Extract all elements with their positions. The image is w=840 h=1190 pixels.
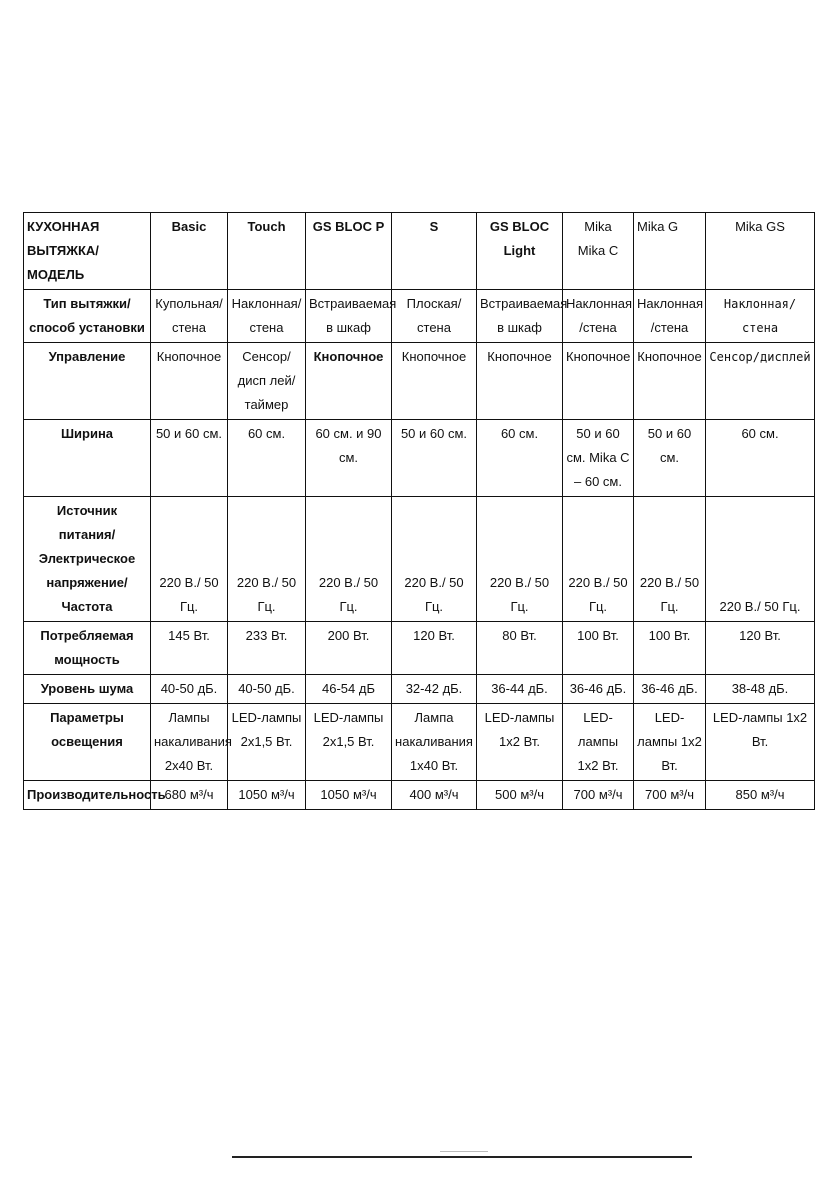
table-cell: 60 см. [706, 420, 815, 497]
table-row [24, 781, 815, 810]
table-cell: 32-42 дБ. [392, 675, 477, 704]
table-cell: Лампа накаливания 1х40 Вт. [392, 704, 477, 781]
header-cell: Basic [151, 213, 228, 290]
table-row [24, 675, 815, 704]
footer-divider [232, 1156, 692, 1158]
table-cell: 36-46 дБ. [563, 675, 634, 704]
table-cell: Кнопочное [151, 343, 228, 420]
table-cell: 38-48 дБ. [706, 675, 815, 704]
table-cell: 60 см. [228, 420, 306, 497]
header-cell: КУХОННАЯ ВЫТЯЖКА/МОДЕЛЬ [24, 213, 151, 290]
table-cell: Кнопочное [392, 343, 477, 420]
table-cell: Сенсор/дисплей [706, 343, 815, 420]
table-cell: 220 В./ 50 Гц. [151, 497, 228, 622]
header-cell: Mika Mika C [563, 213, 634, 290]
row-label: Источник питания/ Электрическое напряжение/ Частота [24, 497, 151, 622]
table-cell: 50 и 60 см. [634, 420, 706, 497]
row-label: Потребляемая мощность [24, 622, 151, 675]
table-cell: 700 м³/ч [563, 781, 634, 810]
header-cell: Mika G [634, 213, 706, 290]
table-cell: 220 В./ 50 Гц. [706, 497, 815, 622]
header-cell: GS BLOC Light [477, 213, 563, 290]
table-cell: Сенсор/дисп лей/ таймер [228, 343, 306, 420]
row-label: Тип вытяжки/способ установки [24, 290, 151, 343]
table-cell: Наклонная/стена [706, 290, 815, 343]
row-label: Ширина [24, 420, 151, 497]
table-cell: 120 Вт. [706, 622, 815, 675]
header-cell: GS BLOC P [306, 213, 392, 290]
table-cell: Встраиваемая в шкаф [477, 290, 563, 343]
table-cell: 36-44 дБ. [477, 675, 563, 704]
table-cell: 500 м³/ч [477, 781, 563, 810]
footer-divider-light [440, 1151, 488, 1152]
table-cell: 120 Вт. [392, 622, 477, 675]
table-cell: 400 м³/ч [392, 781, 477, 810]
header-row [24, 213, 815, 290]
row-label: Управление [24, 343, 151, 420]
table-cell: 220 В./ 50 Гц. [306, 497, 392, 622]
table-cell: 50 и 60 см. Mika C – 60 см. [563, 420, 634, 497]
table-cell: Кнопочное [634, 343, 706, 420]
table-cell: Наклонная /стена [634, 290, 706, 343]
table-cell: Кнопочное [563, 343, 634, 420]
table-cell: 220 В./ 50 Гц. [392, 497, 477, 622]
table-cell: 700 м³/ч [634, 781, 706, 810]
table-cell: 100 Вт. [563, 622, 634, 675]
table-cell: Наклонная/ стена [228, 290, 306, 343]
table-cell: LED-лампы 2х1,5 Вт. [228, 704, 306, 781]
table-cell: Кнопочное [306, 343, 392, 420]
header-cell: Mika GS [706, 213, 815, 290]
table-cell: 36-46 дБ. [634, 675, 706, 704]
table-cell: Плоская/ стена [392, 290, 477, 343]
table-cell: Лампы накаливания 2х40 Вт. [151, 704, 228, 781]
header-cell: S [392, 213, 477, 290]
table-cell: Наклонная /стена [563, 290, 634, 343]
row-label: Параметры освещения [24, 704, 151, 781]
table-cell: 850 м³/ч [706, 781, 815, 810]
table-cell: 50 и 60 см. [392, 420, 477, 497]
table-cell: 46-54 дБ [306, 675, 392, 704]
row-label: Уровень шума [24, 675, 151, 704]
header-cell: Touch [228, 213, 306, 290]
row-label: Производительность [24, 781, 151, 810]
table-cell: 220 В./ 50 Гц. [634, 497, 706, 622]
table-cell: LED-лампы 1х2 Вт. [706, 704, 815, 781]
table-cell: 40-50 дБ. [151, 675, 228, 704]
table-cell: 100 Вт. [634, 622, 706, 675]
table-cell: 233 Вт. [228, 622, 306, 675]
table-row [24, 420, 815, 497]
table-cell: 60 см. [477, 420, 563, 497]
table-cell: 220 В./ 50 Гц. [228, 497, 306, 622]
table-cell: LED-лампы 1х2 Вт. [634, 704, 706, 781]
table-row [24, 704, 815, 781]
table-cell: 220 В./ 50 Гц. [563, 497, 634, 622]
table-cell: 1050 м³/ч [228, 781, 306, 810]
table-cell: 50 и 60 см. [151, 420, 228, 497]
table-cell: 220 В./ 50 Гц. [477, 497, 563, 622]
table-cell: 80 Вт. [477, 622, 563, 675]
table-row [24, 622, 815, 675]
table-cell: LED-лампы 1х2 Вт. [477, 704, 563, 781]
spec-table [23, 212, 815, 810]
table-cell: LED-лампы 1х2 Вт. [563, 704, 634, 781]
table-cell: Купольная/ стена [151, 290, 228, 343]
table-cell: 60 см. и 90 см. [306, 420, 392, 497]
table-cell: Кнопочное [477, 343, 563, 420]
table-cell: 145 Вт. [151, 622, 228, 675]
table-cell: Встраиваемая в шкаф [306, 290, 392, 343]
table-cell: 200 Вт. [306, 622, 392, 675]
table-cell: 40-50 дБ. [228, 675, 306, 704]
table-row [24, 290, 815, 343]
table-cell: LED-лампы 2х1,5 Вт. [306, 704, 392, 781]
table-row [24, 343, 815, 420]
table-row [24, 497, 815, 622]
table-cell: 680 м³/ч [151, 781, 228, 810]
table-cell: 1050 м³/ч [306, 781, 392, 810]
